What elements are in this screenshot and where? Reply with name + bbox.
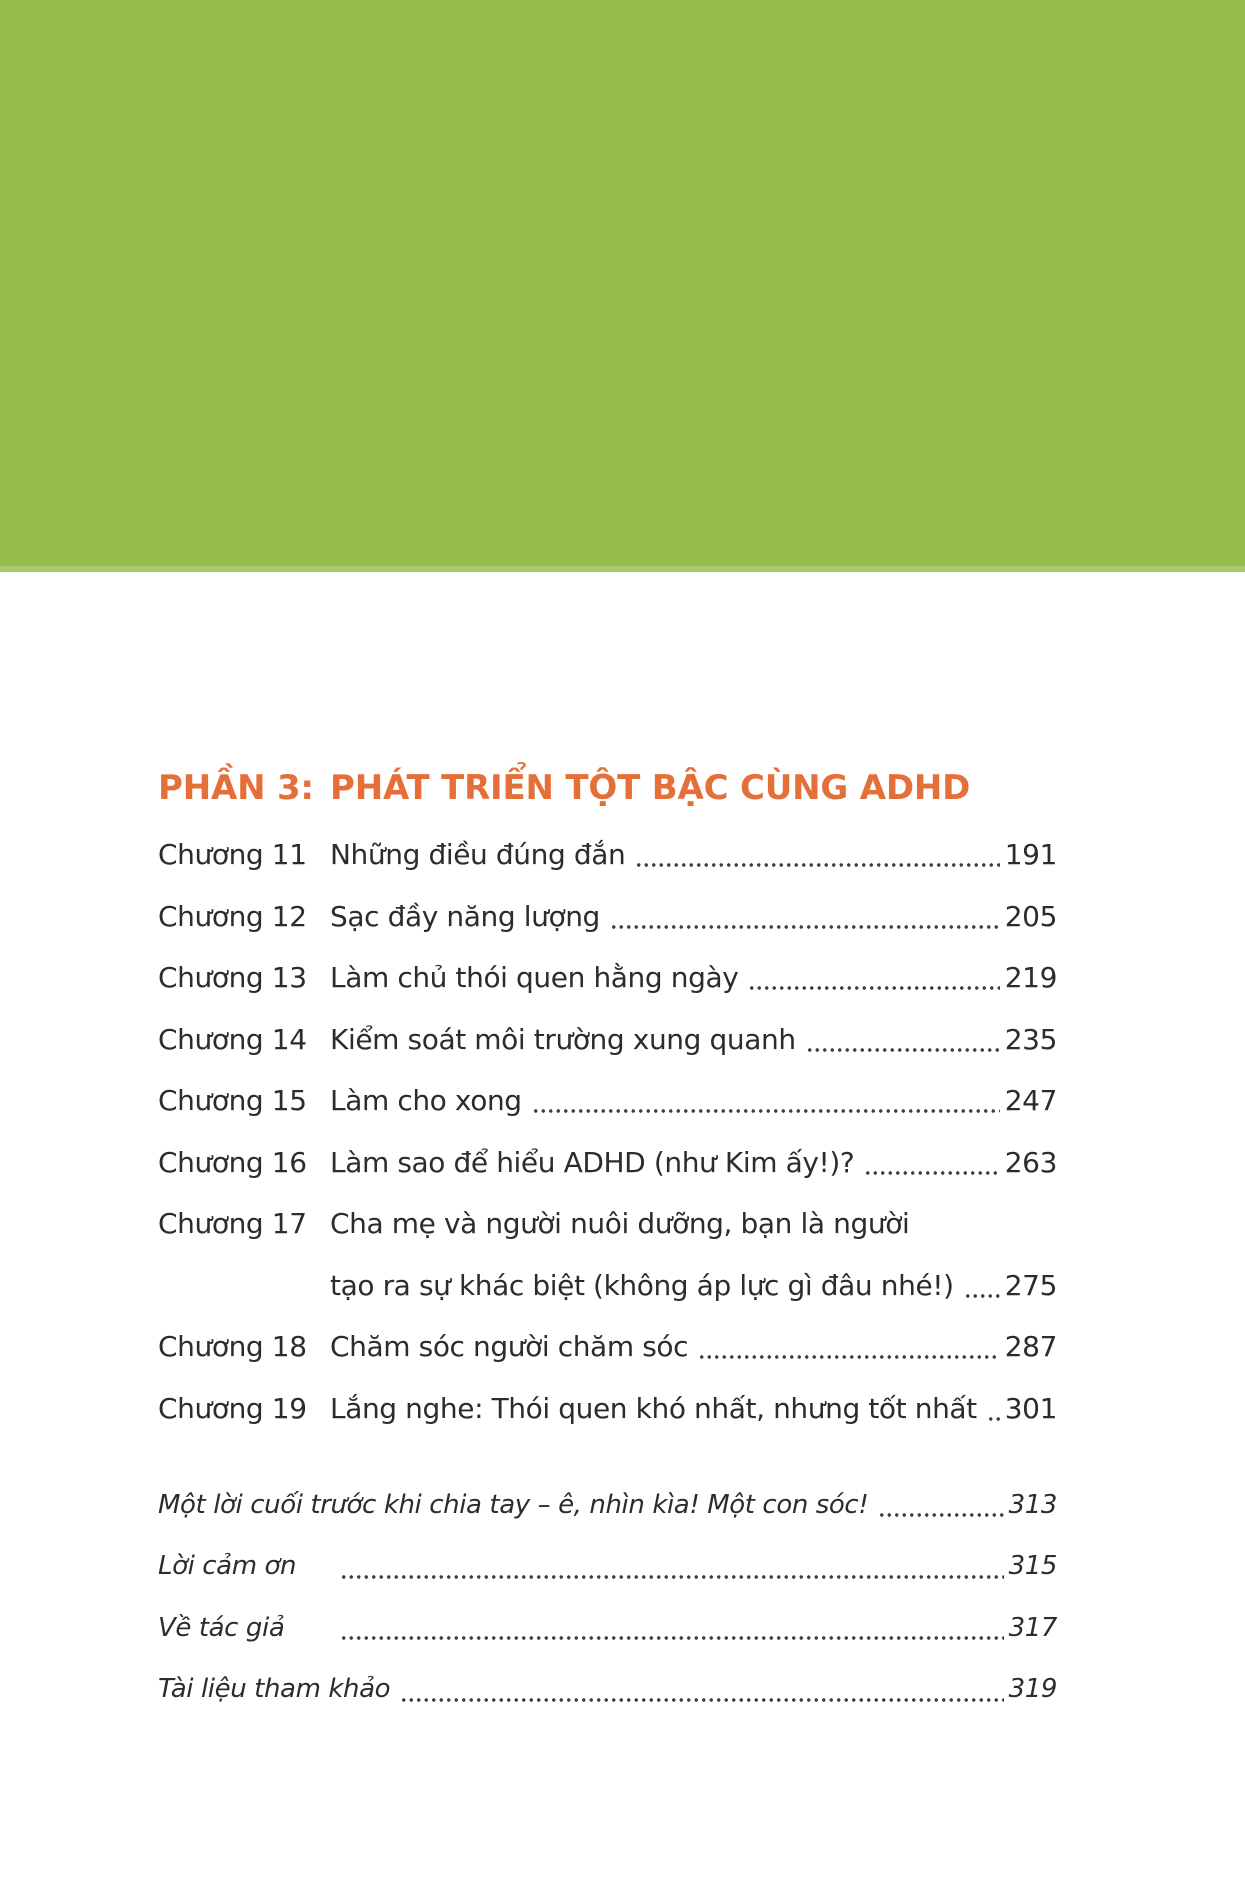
chapter-title-line1: Cha mẹ và người nuôi dưỡng, bạn là người	[330, 1207, 910, 1241]
backmatter-row	[158, 1597, 1057, 1659]
dot-leader	[746, 947, 999, 1009]
part-label: PHẦN 3:	[158, 768, 314, 808]
dot-leader	[633, 824, 999, 886]
page-number: 319	[1008, 1674, 1057, 1705]
dot-leader	[962, 1255, 1000, 1317]
chapter-title: Kiểm soát môi trường xung quanh	[330, 1022, 796, 1056]
backmatter-row	[158, 1659, 1057, 1721]
chapter-label: Chương 14	[158, 1022, 307, 1056]
chapter-label: Chương 12	[158, 899, 307, 933]
chapter-label: Chương 15	[158, 1084, 307, 1118]
page-number: 191	[1004, 838, 1057, 872]
dot-leader	[985, 1378, 1000, 1440]
page-number: 235	[1004, 1022, 1057, 1056]
page-number: 247	[1004, 1084, 1057, 1118]
backmatter-row	[158, 1474, 1057, 1536]
chapter-title-line2	[330, 1255, 1057, 1317]
part-heading	[158, 766, 1057, 810]
backmatter-title: Tài liệu tham khảo	[158, 1674, 391, 1705]
page-number: 275	[1004, 1268, 1057, 1302]
toc-row	[158, 1132, 1057, 1194]
chapter-title: Lắng nghe: Thói quen khó nhất, nhưng tốt nhất	[330, 1391, 977, 1425]
toc-row	[158, 824, 1057, 886]
toc-row	[158, 1378, 1057, 1440]
dot-leader	[696, 1316, 1000, 1378]
chapter-label: Chương 13	[158, 961, 307, 995]
chapter-title: Sạc đầy năng lượng	[330, 899, 600, 933]
green-banner	[0, 0, 1245, 572]
dot-leader	[608, 886, 1000, 948]
toc-row	[158, 1009, 1057, 1071]
toc-row	[158, 1070, 1057, 1132]
page-number: 263	[1004, 1145, 1057, 1179]
dot-leader	[862, 1132, 999, 1194]
dot-leader	[804, 1009, 1000, 1071]
toc-row	[158, 947, 1057, 1009]
page-number: 317	[1008, 1612, 1057, 1643]
backmatter-rows	[158, 1474, 1057, 1720]
page-number: 219	[1004, 961, 1057, 995]
dot-leader	[398, 1659, 1003, 1721]
page-number: 313	[1008, 1489, 1057, 1520]
part-title: PHÁT TRIỂN TỘT BẬC CÙNG ADHD	[330, 768, 971, 808]
chapter-title: Chăm sóc người chăm sóc	[330, 1330, 689, 1364]
chapter-label: Chương 17	[158, 1207, 307, 1240]
toc-row	[158, 1316, 1057, 1378]
table-of-contents	[158, 766, 1057, 1720]
backmatter-row	[158, 1536, 1057, 1598]
chapter-title: Làm chủ thói quen hằng ngày	[330, 961, 739, 995]
page-number: 315	[1008, 1551, 1057, 1582]
backmatter-title: Về tác giả	[158, 1612, 285, 1643]
page-number: 205	[1004, 899, 1057, 933]
page-number: 301	[1004, 1391, 1057, 1425]
toc-row	[158, 886, 1057, 948]
chapter-title: Làm cho xong	[330, 1084, 522, 1118]
backmatter-title: Một lời cuối trước khi chia tay – ê, nhìn kìa! Một con sóc!	[158, 1489, 869, 1520]
chapter-rows	[158, 824, 1057, 1439]
dot-leader	[876, 1474, 1003, 1536]
chapter-label: Chương 16	[158, 1145, 307, 1179]
chapter-title-block	[330, 1193, 1057, 1316]
chapter-title: tạo ra sự khác biệt (không áp lực gì đâu nhé!)	[330, 1268, 954, 1302]
backmatter-title: Lời cảm ơn	[158, 1551, 297, 1582]
chapter-label: Chương 18	[158, 1330, 307, 1364]
page-number: 287	[1004, 1330, 1057, 1364]
chapter-title: Những điều đúng đắn	[330, 838, 626, 872]
dot-leader	[338, 1597, 1004, 1659]
dot-leader	[338, 1536, 1004, 1598]
toc-row	[158, 1193, 1057, 1316]
chapter-label: Chương 11	[158, 838, 307, 872]
chapter-title: Làm sao để hiểu ADHD (như Kim ấy!)?	[330, 1145, 855, 1179]
dot-leader	[530, 1070, 1000, 1132]
chapter-label: Chương 19	[158, 1391, 307, 1425]
